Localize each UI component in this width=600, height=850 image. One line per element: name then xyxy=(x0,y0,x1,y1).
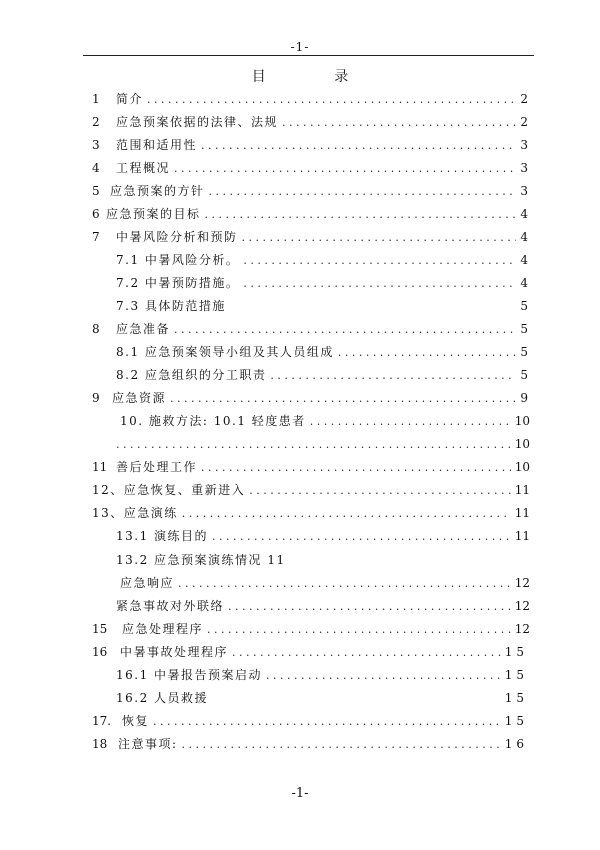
toc-entry-page: 5 xyxy=(520,345,528,359)
dot-leader xyxy=(249,480,510,502)
toc-entry-text: 恢复 xyxy=(122,714,150,728)
toc-entry-number: 6 xyxy=(92,207,100,221)
toc-entry-page: 4 xyxy=(520,207,528,221)
toc-entry-text: 7.3 具体防范措施 xyxy=(116,299,226,313)
toc-entry-number: 4 xyxy=(92,161,100,175)
toc-entry-sub[interactable] xyxy=(116,364,528,386)
dot-leader xyxy=(205,204,517,226)
toc-entry[interactable] xyxy=(92,710,528,732)
toc-entry-page: 12 xyxy=(514,599,530,613)
toc-entry-page: 4 xyxy=(520,230,528,244)
toc-entry-page: 10 xyxy=(514,460,530,474)
toc-entry-number: 5 xyxy=(92,184,100,198)
toc-entry-page: 3 xyxy=(520,161,528,175)
toc-entry-page: 11 xyxy=(514,506,530,520)
dot-leader xyxy=(266,665,501,687)
toc-entry-sub[interactable] xyxy=(116,341,528,363)
dot-leader xyxy=(182,734,501,756)
toc-title: 目 录 xyxy=(251,69,381,85)
toc-entry-text: 应急预案的方针 xyxy=(110,184,205,198)
dot-leader xyxy=(178,573,511,595)
toc-entry-page: 12 xyxy=(514,622,530,636)
dot-leader xyxy=(212,526,511,548)
toc-entry-number: 17. xyxy=(92,714,112,728)
toc-entry-page: 11 xyxy=(514,529,530,543)
toc-entry-text: 7.2 中暑预防措施。 xyxy=(116,276,240,290)
dot-leader xyxy=(243,273,516,295)
toc-entry-page: 5 xyxy=(520,322,528,336)
toc-entry-page: 15 xyxy=(504,691,528,705)
dot-leader xyxy=(153,711,501,733)
toc-entry-text: 13.2 应急预案演练情况 11 xyxy=(116,553,286,567)
toc-entry-text: 中暑事故处理程序 xyxy=(120,645,229,659)
toc-entry-number: 2 xyxy=(92,115,100,129)
dot-leader xyxy=(170,388,516,410)
toc-entry-sub[interactable] xyxy=(116,525,530,547)
toc-entry[interactable] xyxy=(92,134,528,156)
dot-leader xyxy=(232,642,501,664)
toc-entry-text: 12、应急恢复、重新进入 xyxy=(92,483,246,497)
toc-entry-page: 2 xyxy=(520,92,528,106)
toc-entry-text: 13.1 演练目的 xyxy=(116,529,209,543)
toc-entry[interactable] xyxy=(92,502,530,524)
toc-entry-number: 18 xyxy=(92,737,108,751)
toc-entry-number: 11 xyxy=(92,460,108,474)
toc-entry-text: 16.2 人员救援 xyxy=(116,691,209,705)
toc-entry-number: 16 xyxy=(92,645,108,659)
toc-entry[interactable] xyxy=(92,618,530,640)
toc-entry-page: 11 xyxy=(514,483,530,497)
toc-entry-text: 范围和适用性 xyxy=(116,138,198,152)
toc-entry-text: 应急响应 xyxy=(120,576,175,590)
dot-leader xyxy=(310,411,511,433)
toc-entry-page: 15 xyxy=(504,645,528,659)
toc-entry-text: 8.2 应急组织的分工职责 xyxy=(116,368,267,382)
toc-entry[interactable] xyxy=(92,387,528,409)
toc-entry-number: 1 xyxy=(92,92,100,106)
toc-entry-sub[interactable] xyxy=(116,549,530,571)
dot-leader xyxy=(282,112,516,134)
toc-entry-text: 应急准备 xyxy=(116,322,171,336)
toc-entry-page: 15 xyxy=(504,714,528,728)
dot-leader xyxy=(228,596,511,618)
toc-entry-sub[interactable] xyxy=(116,272,528,294)
toc-entry-number: 3 xyxy=(92,138,100,152)
toc-entry-number: 9 xyxy=(92,391,100,405)
header-page-number: -1- xyxy=(290,40,310,54)
toc-entry-sub[interactable] xyxy=(116,664,528,686)
toc-entry-sub[interactable] xyxy=(116,433,530,455)
dot-leader xyxy=(201,135,516,157)
toc-entry-text: 10. 施救方法: 10.1 轻度患者 xyxy=(120,414,306,428)
toc-entry-text: 注意事项: xyxy=(118,737,178,751)
toc-entry[interactable] xyxy=(92,456,530,478)
dot-leader xyxy=(174,158,516,180)
toc-entry-text: 应急预案的目标 xyxy=(106,207,201,221)
header-rule xyxy=(83,55,534,56)
toc-entry-page: 3 xyxy=(520,138,528,152)
toc-entry-number: 7 xyxy=(92,230,100,244)
toc-entry-page: 10 xyxy=(514,437,530,451)
toc-entry-page: 16 xyxy=(504,737,528,751)
toc-entry-text: 13、应急演练 xyxy=(92,506,178,520)
toc-entry-page: 4 xyxy=(520,276,528,290)
toc-entry[interactable] xyxy=(92,479,530,501)
toc-entry[interactable] xyxy=(92,733,528,755)
toc-entry[interactable] xyxy=(92,88,528,110)
dot-leader xyxy=(242,227,517,249)
dot-leader xyxy=(207,619,511,641)
toc-entry[interactable] xyxy=(92,157,528,179)
toc-entry[interactable] xyxy=(92,226,528,248)
toc-entry[interactable] xyxy=(92,641,528,663)
toc-entry-page: 15 xyxy=(504,668,528,682)
dot-leader xyxy=(243,250,516,272)
toc-entry-sub[interactable] xyxy=(120,410,530,432)
toc-entry-text: 紧急事故对外联络 xyxy=(116,599,225,613)
toc-entry-page: 5 xyxy=(520,299,528,313)
footer-page-number: -1- xyxy=(291,786,309,801)
toc-entry-number: 8 xyxy=(92,322,100,336)
toc-entry-text: 工程概况 xyxy=(116,161,171,175)
toc-entry[interactable] xyxy=(92,111,528,133)
toc-entry-sub[interactable] xyxy=(116,687,528,709)
toc-entry-text: 应急预案依据的法律、法规 xyxy=(116,115,279,129)
toc-entry-number: 15 xyxy=(92,622,108,636)
dot-leader xyxy=(270,365,516,387)
dot-leader xyxy=(147,89,516,111)
toc-entry-page: 2 xyxy=(520,115,528,129)
toc-entry-text: 简介 xyxy=(116,92,144,106)
dot-leader xyxy=(174,319,516,341)
dot-leader xyxy=(209,181,517,203)
toc-entry-page: 12 xyxy=(514,576,530,590)
toc-entry[interactable] xyxy=(92,203,528,225)
toc-entry-text: 应急处理程序 xyxy=(122,622,204,636)
toc-entry[interactable] xyxy=(92,180,528,202)
toc-entry-text: 8.1 应急预案领导小组及其人员组成 xyxy=(116,345,334,359)
toc-entry-text: 善后处理工作 xyxy=(116,460,198,474)
toc-entry-page: 5 xyxy=(520,368,528,382)
dot-leader xyxy=(201,457,511,479)
table-of-contents xyxy=(0,88,600,778)
toc-entry-page: 3 xyxy=(520,184,528,198)
toc-entry[interactable] xyxy=(116,595,530,617)
toc-entry[interactable] xyxy=(120,572,530,594)
dot-leader xyxy=(116,434,511,456)
toc-entry-sub[interactable] xyxy=(116,295,528,317)
toc-entry-text: 应急资源 xyxy=(112,391,167,405)
toc-entry-text: 16.1 中暑报告预案启动 xyxy=(116,668,263,682)
dot-leader xyxy=(182,503,511,525)
toc-entry-page: 10 xyxy=(514,414,530,428)
toc-entry-page: 4 xyxy=(520,253,528,267)
toc-entry-text: 中暑风险分析和预防 xyxy=(116,230,238,244)
toc-entry-sub[interactable] xyxy=(116,249,528,271)
toc-entry[interactable] xyxy=(92,318,528,340)
toc-entry-text: 7.1 中暑风险分析。 xyxy=(116,253,240,267)
dot-leader xyxy=(338,342,516,364)
toc-entry-page: 9 xyxy=(520,391,528,405)
